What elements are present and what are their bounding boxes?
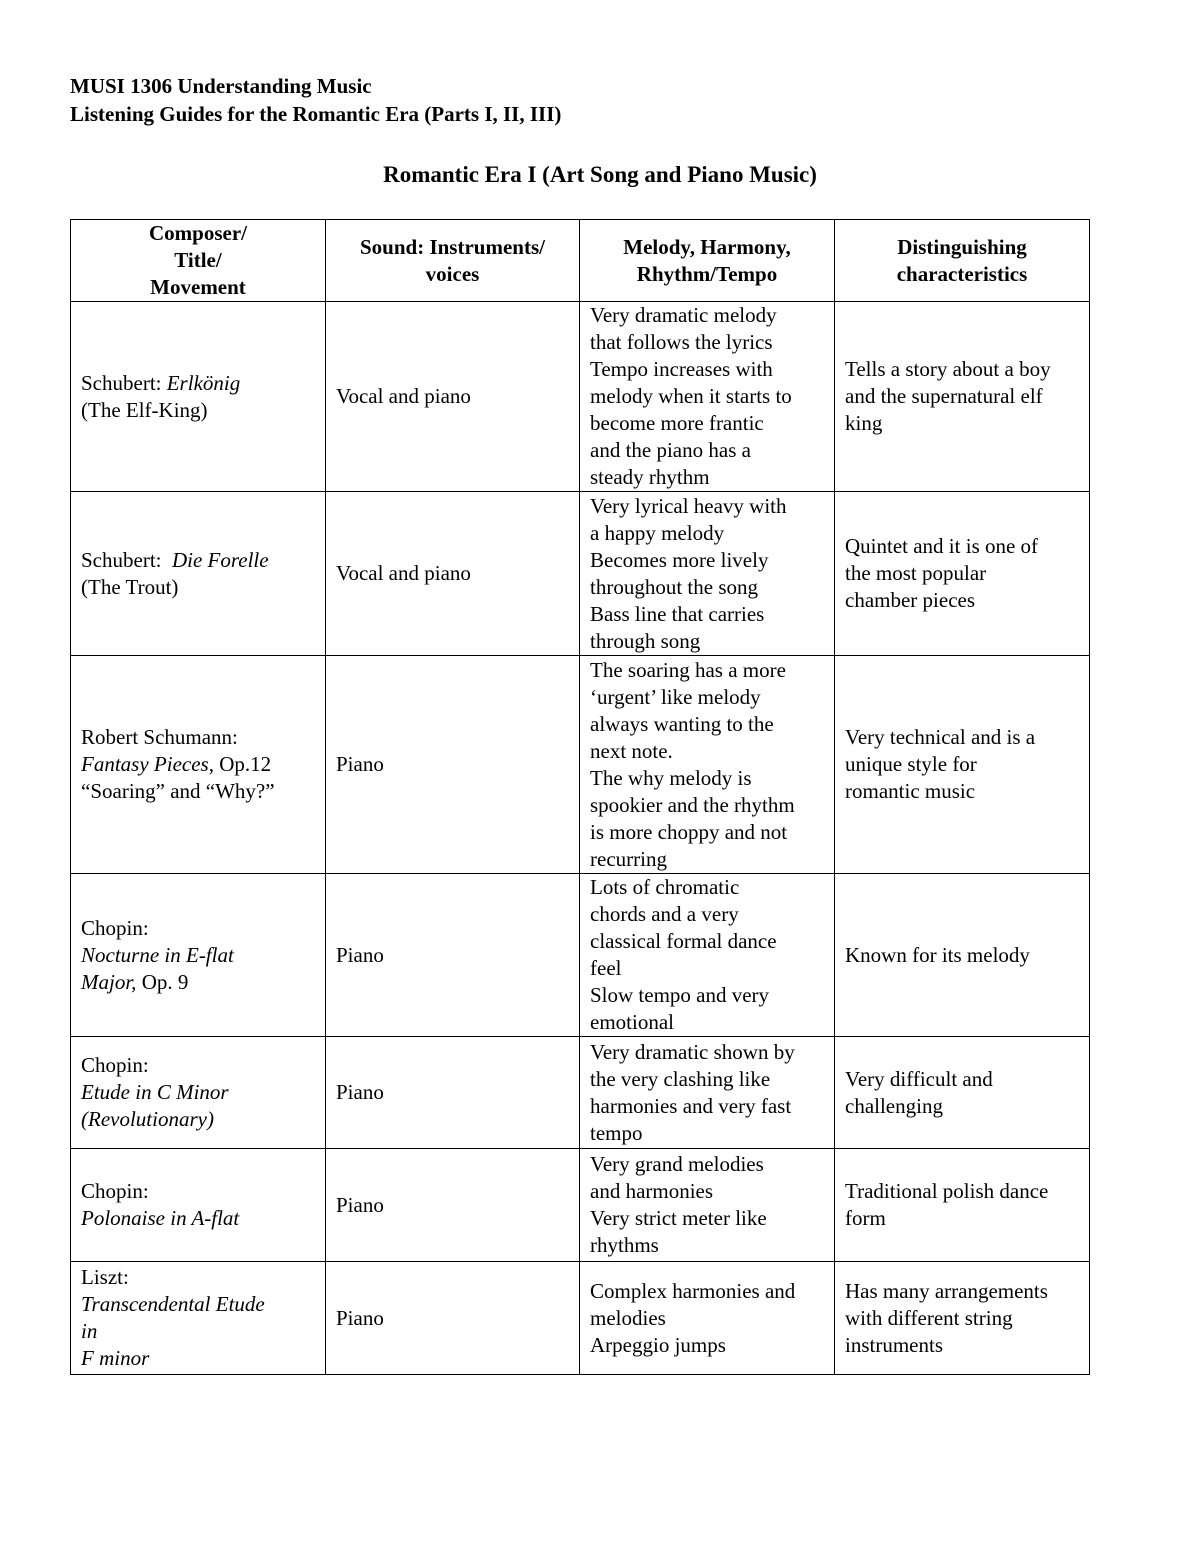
composer-cell: Chopin: Polonaise in A-flat [71, 1149, 326, 1262]
composer-cell: Robert Schumann: Fantasy Pieces, Op.12 “Soaring” and “Why?” [71, 656, 326, 874]
melody-cell: Lots of chromatic chords and a very classical formal dance feel Slow tempo and very emotional [580, 874, 835, 1037]
distinguishing-cell: Very difficult and challenging [835, 1037, 1090, 1149]
table-row [71, 656, 1090, 874]
section-title: Romantic Era I (Art Song and Piano Music) [383, 162, 817, 187]
melody-cell: The soaring has a more ‘urgent’ like melody always wanting to the next note. The why melody is spookier and the rhythm is more choppy and not recurring [580, 656, 835, 874]
composer-cell: Chopin: Etude in C Minor (Revolutionary) [71, 1037, 326, 1149]
sound-cell: Piano [326, 1149, 580, 1262]
table-row [71, 1262, 1090, 1375]
table-row [71, 492, 1090, 656]
header-distinguishing: Distinguishing characteristics [835, 220, 1090, 302]
document-header [70, 72, 561, 128]
table-row [71, 302, 1090, 492]
composer-cell: Chopin: Nocturne in E-flat Major, Op. 9 [71, 874, 326, 1037]
sound-cell: Piano [326, 656, 580, 874]
melody-cell: Complex harmonies and melodies Arpeggio jumps [580, 1262, 835, 1375]
listening-guide-table [70, 219, 1090, 1375]
composer-cell: Liszt: Transcendental Etude in F minor [71, 1262, 326, 1375]
melody-cell: Very lyrical heavy with a happy melody Becomes more lively throughout the song Bass line that carries through song [580, 492, 835, 656]
melody-cell: Very grand melodies and harmonies Very strict meter like rhythms [580, 1149, 835, 1262]
header-melody: Melody, Harmony, Rhythm/Tempo [580, 220, 835, 302]
melody-cell: Very dramatic melody that follows the lyrics Tempo increases with melody when it starts to become more frantic and the piano has a steady rhythm [580, 302, 835, 492]
composer-cell: Schubert: Die Forelle (The Trout) [71, 492, 326, 656]
melody-cell: Very dramatic shown by the very clashing like harmonies and very fast tempo [580, 1037, 835, 1149]
header-composer: Composer/ Title/ Movement [71, 220, 326, 302]
sound-cell: Piano [326, 874, 580, 1037]
table-header-row [71, 220, 1090, 302]
table-row [71, 1149, 1090, 1262]
sound-cell: Vocal and piano [326, 302, 580, 492]
table-row [71, 874, 1090, 1037]
distinguishing-cell: Known for its melody [835, 874, 1090, 1037]
composer-cell: Schubert: Erlkönig (The Elf-King) [71, 302, 326, 492]
distinguishing-cell: Tells a story about a boy and the supernatural elf king [835, 302, 1090, 492]
course-title: MUSI 1306 Understanding Music [70, 74, 372, 98]
sound-cell: Piano [326, 1262, 580, 1375]
table-row [71, 1037, 1090, 1149]
distinguishing-cell: Has many arrangements with different string instruments [835, 1262, 1090, 1375]
sound-cell: Vocal and piano [326, 492, 580, 656]
distinguishing-cell: Quintet and it is one of the most popular chamber pieces [835, 492, 1090, 656]
sound-cell: Piano [326, 1037, 580, 1149]
guide-subtitle: Listening Guides for the Romantic Era (Parts I, II, III) [70, 102, 562, 126]
distinguishing-cell: Traditional polish dance form [835, 1149, 1090, 1262]
header-sound: Sound: Instruments/ voices [326, 220, 580, 302]
distinguishing-cell: Very technical and is a unique style for romantic music [835, 656, 1090, 874]
